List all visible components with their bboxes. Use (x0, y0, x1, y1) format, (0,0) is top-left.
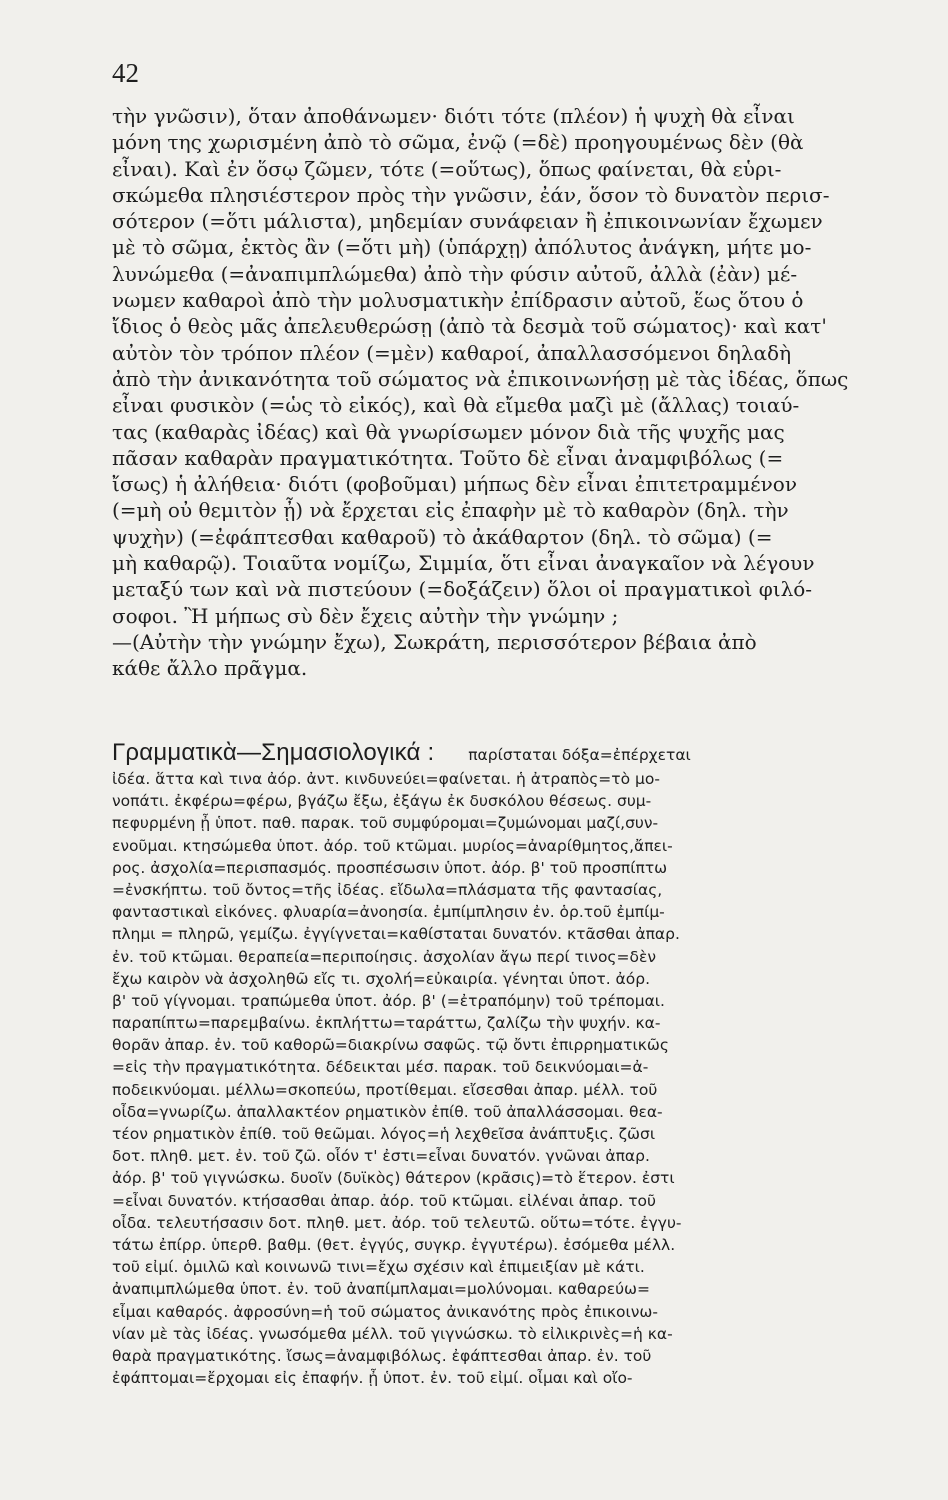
text-line: μεταξύ των καὶ νὰ πιστεύουν (=δοξάζειν) ὅλοι οἱ πραγματικοὶ φιλό- (112, 577, 813, 602)
text-line: μόνη της χωρισμένη ἀπὸ τὸ σῶμα, ἐνῷ (=δὲ) προηγουμένως δὲν (θὰ (112, 130, 804, 155)
glossary-line: ἰδέα. ἅττα καὶ τινα ἀόρ. ἀντ. κινδυνεύει=φαίνεται. ἡ ἀτραπὸς=τὸ μο- (112, 770, 660, 788)
text-line: ψυχὴν) (=ἐφάπτεσθαι καθαροῦ) τὸ ἀκάθαρτον (δηλ. τὸ σῶμα) (= (112, 524, 773, 549)
glossary-line: ἀναπιμπλώμεθα ὑποτ. ἐν. τοῦ ἀναπίμπλαμαι=μολύνομαι. καθαρεύω= (112, 1280, 651, 1299)
text-line: (=μὴ οὐ θεμιτὸν ᾖ) νὰ ἔρχεται εἰς ἐπαφὴν μὲ τὸ καθαρὸν (δηλ. τὴν (112, 498, 789, 523)
glossary-line: τάτω ἐπίρρ. ὑπερθ. βαθμ. (θετ. ἐγγύς, συγκρ. ἐγγυτέρω). ἐσόμεθα μέλλ. (112, 1235, 676, 1254)
glossary-line: =εἶναι δυνατόν. κτήσασθαι ἀπαρ. ἀόρ. τοῦ κτῶμαι. εἰλέναι ἀπαρ. τοῦ (112, 1191, 656, 1210)
glossary-line: πλημι = πληρῶ, γεμίζω. ἐγγίγνεται=καθίσταται δυνατόν. κτᾶσθαι ἀπαρ. (112, 925, 680, 944)
glossary-line: ρος. ἀσχολία=περισπασμός. προσπέσωσιν ὑποτ. ἀόρ. β' τοῦ προσπίπτω (112, 858, 668, 877)
glossary-line: ενοῦμαι. κτησώμεθα ὑποτ. ἀόρ. τοῦ κτῶμαι. μυρίος=ἀναρίθμητος,ἄπει- (112, 836, 673, 855)
text-line: μὲ τὸ σῶμα, ἐκτὸς ἂν (=ὅτι μὴ) (ὑπάρχῃ) ἀπόλυτος ἀνάγκη, μήτε μο- (112, 235, 812, 260)
glossary-line: =ἐνσκήπτω. τοῦ ὄντος=τῆς ἰδέας. εἴδωλα=πλάσματα τῆς φαντασίας, (112, 880, 663, 899)
text-line: τὴν γνῶσιν), ὅταν ἀποθάνωμεν· διότι τότε (πλέον) ἡ ψυχὴ θὰ εἶναι (112, 104, 795, 128)
text-line: εἶναι). Καὶ ἐν ὅσῳ ζῶμεν, τότε (=οὕτως), ὅπως φαίνεται, θὰ εὑρι- (112, 156, 782, 181)
glossary-line: εἶμαι καθαρός. ἀφροσύνη=ἡ τοῦ σώματος ἀνικανότης πρὸς ἐπικοινω- (112, 1302, 658, 1321)
text-line: πᾶσαν καθαρὰν πραγματικότητα. Τοῦτο δὲ εἶναι ἀναμφιβόλως (= (112, 445, 784, 470)
text-line: νωμεν καθαροὶ ἀπὸ τὴν μολυσματικὴν ἐπίδρασιν αὐτοῦ, ἕως ὅτου ὁ (112, 288, 804, 313)
glossary-line: ἀόρ. β' τοῦ γιγνώσκω. δυοῖν (δυϊκὸς) θάτερον (κρᾶσις)=τὸ ἕτερον. ἐστι (112, 1169, 675, 1188)
glossary-line: τέον ρηματικὸν ἐπίθ. τοῦ θεῶμαι. λόγος=ἡ λεχθεῖσα ἀνάπτυξις. ζῶσι (112, 1125, 656, 1143)
main-text (112, 103, 890, 682)
glossary-line: ἔχω καιρὸν νὰ ἀσχοληθῶ εἴς τι. σχολή=εὐκαιρία. γένηται ὑποτ. ἀόρ. (112, 969, 651, 988)
glossary-line: =εἰς τὴν πραγματικότητα. δέδεικται μέσ. παρακ. τοῦ δεικνύομαι=ἀ- (112, 1058, 649, 1077)
glossary-line: θαρὰ πραγματικότης. ἴσως=ἀναμφιβόλως. ἐφάπτεσθαι ἀπαρ. ἐν. τοῦ (112, 1346, 652, 1365)
text-line: ἴδιος ὁ θεὸς μᾶς ἀπελευθερώσῃ (ἀπὸ τὰ δεσμὰ τοῦ σώματος)· καὶ κατ' (112, 314, 827, 339)
text-line: σοφοι. Ἢ μήπως σὺ δὲν ἔχεις αὐτὴν τὴν γνώμην ; (112, 603, 619, 628)
text-line: ἴσως) ἡ ἀλήθεια· διότι (φοβοῦμαι) μήπως δὲν εἶναι ἐπιτετραμμένον (112, 472, 797, 497)
glossary-line: φανταστικαὶ εἰκόνες. φλυαρία=ἀνοησία. ἐμπίμπλησιν ἐν. ὁρ.τοῦ ἐμπίμ- (112, 903, 665, 922)
text-line: σότερον (=ὅτι μάλιστα), μηδεμίαν συνάφειαν ἢ ἐπικοινωνίαν ἔχωμεν (112, 209, 823, 234)
glossary-line: ἐφάπτομαι=ἔρχομαι εἰς ἐπαφήν. ᾖ ὑποτ. ἐν. τοῦ εἰμί. οἶμαι καὶ οἴο- (112, 1369, 633, 1388)
glossary-line: β' τοῦ γίγνομαι. τραπώμεθα ὑποτ. ἀόρ. β' (=ἐτραπόμην) τοῦ τρέπομαι. (112, 991, 665, 1010)
glossary-line: νίαν μὲ τὰς ἰδέας. γνωσόμεθα μέλλ. τοῦ γιγνώσκω. τὸ εἰλικρινὲς=ἡ κα- (112, 1324, 673, 1343)
glossary-line: πεφυρμένη ᾖ ὑποτ. παθ. παρακ. τοῦ συμφύρομαι=ζυμώνομαι μαζί,συν- (112, 814, 659, 833)
text-line: —(Αὐτὴν τὴν γνώμην ἔχω), Σωκράτη, περισσότερον βέβαια ἀπὸ (112, 629, 757, 654)
glossary-heading: Γραμματικὰ—Σημασιολογικά : (112, 739, 435, 766)
text-line: εἶναι φυσικὸν (=ὡς τὸ εἰκός), καὶ θὰ εἴμεθα μαζὶ μὲ (ἄλλας) τοιαύ- (112, 393, 800, 418)
glossary-notes (112, 738, 890, 1389)
glossary-line: νοπάτι. ἐκφέρω=φέρω, βγάζω ἔξω, ἐξάγω ἐκ δυσκόλου θέσεως. συμ- (112, 792, 652, 811)
text-line: αὐτὸν τὸν τρόπον πλέον (=μὲν) καθαροί, ἀπαλλασσόμενοι δηλαδὴ (112, 340, 792, 365)
glossary-line: ἐν. τοῦ κτῶμαι. θεραπεία=περιποίησις. ἀσχολίαν ἄγω περί τινος=δὲν (112, 947, 657, 966)
text-line: λυνώμεθα (=ἀναπιμπλώμεθα) ἀπὸ τὴν φύσιν αὐτοῦ, ἀλλὰ (ἐὰν) μέ- (112, 261, 798, 286)
glossary-line: οἶδα. τελευτήσασιν δοτ. πληθ. μετ. ἀόρ. τοῦ τελευτῶ. οὕτω=τότε. ἐγγυ- (112, 1213, 682, 1232)
glossary-line: παρίσταται δόξα=ἐπέρχεται (468, 746, 691, 764)
glossary-line: παραπίπτω=παρεμβαίνω. ἐκπλήττω=ταράττω, ζαλίζω τὴν ψυχήν. κα- (112, 1014, 661, 1033)
glossary-line: τοῦ εἰμί. ὁμιλῶ καὶ κοινωνῶ τινι=ἔχω σχέσιν καὶ ἐπιμειξίαν μὲ κάτι. (112, 1258, 645, 1277)
text-line: τας (καθαρὰς ἰδέας) καὶ θὰ γνωρίσωμεν μόνον διὰ τῆς ψυχῆς μας (112, 419, 785, 444)
glossary-line: θορᾶν ἀπαρ. ἐν. τοῦ καθορῶ=διακρίνω σαφῶς. τῷ ὄντι ἐπιρρηματικῶς (112, 1036, 669, 1055)
glossary-line: οἶδα=γνωρίζω. ἀπαλλακτέον ρηματικὸν ἐπίθ. τοῦ ἀπαλλάσσομαι. θεα- (112, 1102, 663, 1121)
text-line: ἀπὸ τὴν ἀνικανότητα τοῦ σώματος νὰ ἐπικοινωνήσῃ μὲ τὰς ἰδέας, ὅπως (112, 366, 849, 391)
glossary-line: ποδεικνύομαι. μέλλω=σκοπεύω, προτίθεμαι. εἴσεσθαι ἀπαρ. μέλλ. τοῦ (112, 1080, 658, 1099)
page-number: 42 (112, 58, 139, 88)
text-line: κάθε ἄλλο πρᾶγμα. (112, 656, 308, 681)
glossary-line: δοτ. πληθ. μετ. ἐν. τοῦ ζῶ. οἷόν τ' ἐστι=εἶναι δυνατόν. γνῶναι ἀπαρ. (112, 1147, 650, 1166)
text-line: μὴ καθαρῷ). Τοιαῦτα νομίζω, Σιμμία, ὅτι εἶναι ἀναγκαῖον νὰ λέγουν (112, 551, 815, 576)
glossary-first-line (112, 738, 890, 768)
text-line: σκώμεθα πλησιέστερον πρὸς τὴν γνῶσιν, ἐάν, ὅσον τὸ δυνατὸν περισ- (112, 182, 830, 207)
